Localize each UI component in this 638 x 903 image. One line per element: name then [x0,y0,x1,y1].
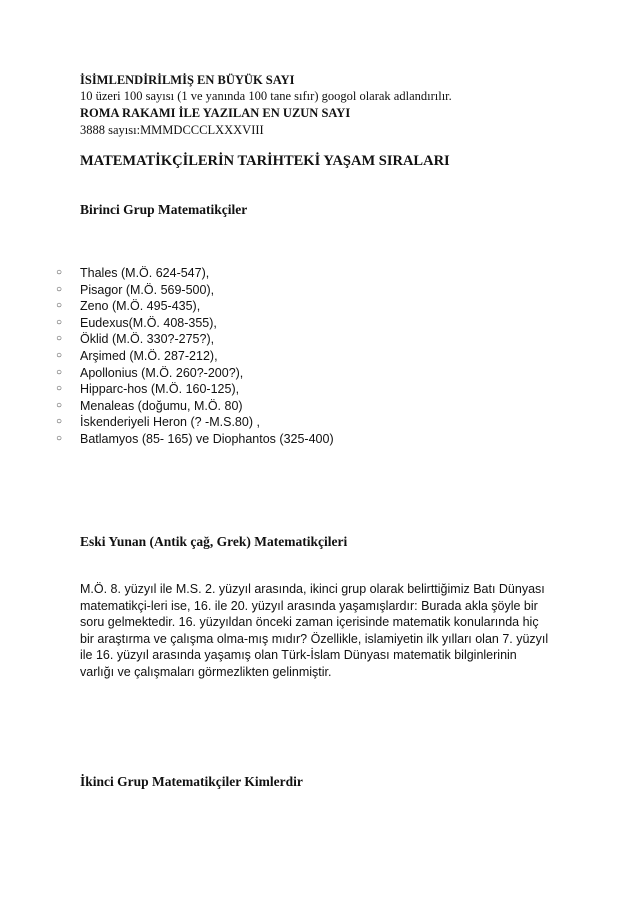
section3-heading: İkinci Grup Matematikçiler Kimlerdir [80,774,303,789]
paragraph-line: ile 16. yüzyıl arasında yaşamış olan Türk-İslam Dünyası matematik bilginlerinin [80,648,517,662]
circle-bullet-icon: ○ [56,349,63,361]
circle-bullet-icon: ○ [56,383,63,395]
circle-bullet-icon: ○ [56,333,63,345]
paragraph-line: M.Ö. 8. yüzyıl ile M.S. 2. yüzyıl arasında, ikinci grup olarak belirttiğimiz Batı Dünyası [80,582,545,596]
circle-bullet-icon: ○ [56,399,63,411]
list-item-text: İskenderiyeli Heron (? -M.S.80) , [80,415,260,430]
intro-title-largest-number: İSİMLENDİRİLMİŞ EN BÜYÜK SAYI [80,73,295,87]
list-item-text: Arşimed (M.Ö. 287-212), [80,348,218,363]
circle-bullet-icon: ○ [56,316,63,328]
list-item-text: Öklid (M.Ö. 330?-275?), [80,332,215,347]
list-item-text: Menaleas (doğumu, M.Ö. 80) [80,398,243,413]
section2-heading: Eski Yunan (Antik çağ, Grek) Matematikçileri [80,534,348,549]
list-item-text: Eudexus(M.Ö. 408-355), [80,315,217,330]
list-item-text: Zeno (M.Ö. 495-435), [80,299,201,314]
paragraph-line: soru gelmektedir. 16. yüzyıldan önceki zaman içerisinde matematik konularında hiç [80,615,539,629]
list-item-text: Pisagor (M.Ö. 569-500), [80,282,215,297]
intro-title-roman-numeral: ROMA RAKAMI İLE YAZILAN EN UZUN SAYI [80,106,351,120]
list-item-text: Thales (M.Ö. 624-547), [80,266,210,280]
section2-paragraph [80,581,580,680]
intro-text-roman: 3888 sayısı:MMMDCCCLXXXVIII [80,123,264,137]
intro-text-googol: 10 üzeri 100 sayısı (1 ve yanında 100 tane sıfır) googol olarak adlandırılır. [80,89,452,103]
section1-heading: Birinci Grup Matematikçiler [80,202,248,217]
circle-bullet-icon: ○ [56,267,63,278]
list-item-text: Hipparc-hos (M.Ö. 160-125), [80,382,240,397]
list-item-text: Apollonius (M.Ö. 260?-200?), [80,365,244,380]
circle-bullet-icon: ○ [56,416,63,428]
paragraph-line: matematikçi-leri ise, 16. ile 20. yüzyıl arasında yaşamışlardır: Burada akla şöyle bir [80,598,538,613]
main-heading: MATEMATİKÇİLERİN TARİHTEKİ YAŞAM SIRALARI [80,153,450,169]
list-item-text: Batlamyos (85- 165) ve Diophantos (325-400) [80,431,334,446]
paragraph-line: varlığı ve çalışmaları görmezlikten gelinmiştir. [80,664,332,679]
circle-bullet-icon: ○ [56,432,63,444]
circle-bullet-icon: ○ [56,300,63,312]
circle-bullet-icon: ○ [56,366,63,378]
circle-bullet-icon: ○ [56,283,63,295]
paragraph-line: bir araştırma ve çalışma olma-mış mıdır? Özellikle, islamiyetin ilk yılları olan 7. yüzyıl [80,631,549,646]
